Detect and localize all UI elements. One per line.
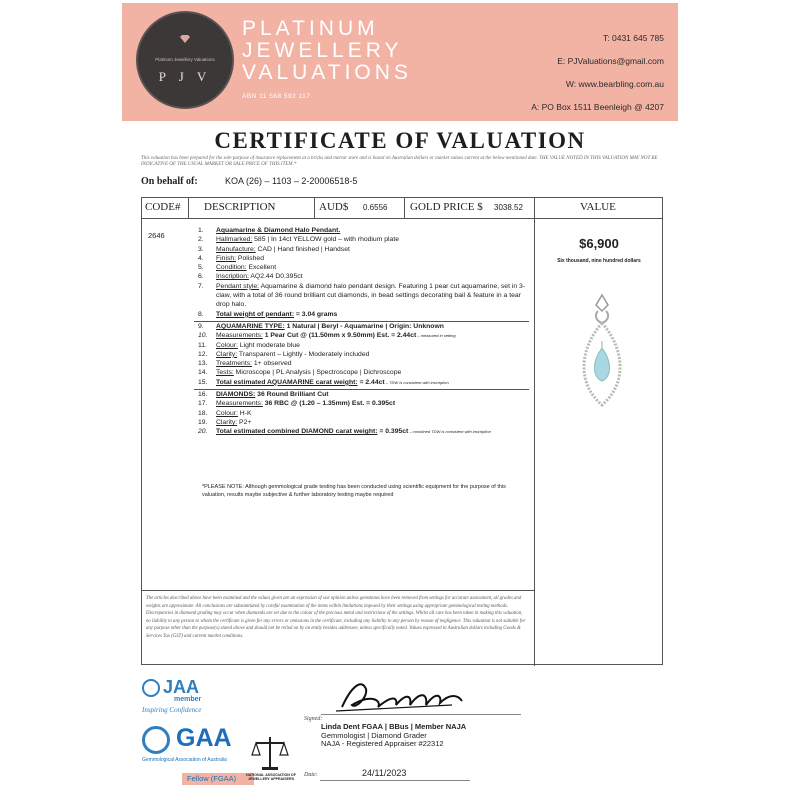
item-number: 9. <box>198 322 204 330</box>
letterhead <box>122 3 678 121</box>
item-value: AQ2.44 D0.395ct <box>248 273 303 281</box>
item-number: 16. <box>198 391 208 399</box>
divider <box>314 198 315 218</box>
item-number: 4. <box>198 254 204 262</box>
item-number: 14. <box>198 369 208 377</box>
list-item <box>198 399 533 408</box>
item-value: Polished <box>236 254 264 262</box>
item-value: Transparent – Lightly - Moderately included <box>237 350 370 358</box>
item-label: Total estimated combined DIAMOND carat weight: <box>216 428 378 436</box>
gold-price: 3038.52 <box>494 203 523 212</box>
item-text <box>216 341 533 350</box>
item-label: Clarity: <box>216 350 238 358</box>
brand-name <box>242 18 412 84</box>
contact-block <box>531 27 664 119</box>
item-value: Light moderate blue <box>237 341 300 349</box>
list-item <box>198 409 533 418</box>
pendant-illustration <box>572 293 632 413</box>
item-text <box>216 263 533 272</box>
list-item <box>198 245 533 254</box>
gaa-full-name: Gemmological Association of Australia <box>142 757 227 763</box>
list-item <box>198 322 533 331</box>
item-value: 1 Pear Cut @ (11.50mm x 9.50mm) Est. = 2.44ct <box>262 332 417 340</box>
item-value: Microscope | PL Analysis | Spectroscope | Dichroscope <box>233 369 402 377</box>
list-item <box>198 226 533 235</box>
list-item <box>198 341 533 350</box>
item-label: Manufacture: <box>216 245 256 253</box>
fellow-badge: Fellow (FGAA) <box>182 773 254 785</box>
valuation-date: 24/11/2023 <box>362 768 407 778</box>
item-text <box>216 282 533 310</box>
scales-icon <box>250 733 290 773</box>
item-text <box>216 359 533 368</box>
item-text <box>216 409 533 418</box>
col-gold-price: GOLD PRICE $ <box>410 201 483 213</box>
brand-line-3: VALUATIONS <box>242 61 412 84</box>
gaa-ring-icon <box>142 726 170 754</box>
signer-name: Linda Dent FGAA | BBus | Member NAJA <box>321 722 467 731</box>
list-item <box>198 359 533 368</box>
item-value: Aquamarine & diamond halo pendant design. Featuring 1 pear cut aquamarine, set in 3-claw, with a total of 36 round brilliant cut diamonds, in bead settings decorating bail & feature in a tear drop halo. <box>216 282 526 309</box>
item-text <box>216 322 533 331</box>
item-number: 1. <box>198 227 204 234</box>
item-number: 2. <box>198 236 204 244</box>
col-aud: AUD$ <box>319 201 349 213</box>
item-label: DIAMONDS: <box>216 391 256 399</box>
item-number: 19. <box>198 418 208 426</box>
item-label: AQUAMARINE TYPE: <box>216 322 285 330</box>
item-value: 36 RBC @ (1.20 – 1.35mm) Est. = 0.395ct <box>262 400 396 408</box>
item-label: Total estimated AQUAMARINE carat weight: <box>216 378 358 386</box>
table-header <box>142 198 662 219</box>
item-number: 17. <box>198 400 208 408</box>
item-value: 36 Round Brilliant Cut <box>255 391 329 399</box>
item-text <box>216 350 533 359</box>
item-number: 13. <box>198 360 208 368</box>
valuation-price-words: Six thousand, nine hundred dollars <box>557 258 641 264</box>
list-item <box>198 350 533 359</box>
signature-line <box>321 714 521 715</box>
signer-details <box>321 723 466 749</box>
item-text <box>216 235 533 244</box>
signed-label: Signed: <box>304 716 323 722</box>
item-code: 2646 <box>148 231 165 240</box>
item-text <box>216 245 533 254</box>
behalf-label: On behalf of: <box>141 176 198 187</box>
item-label: Condition: <box>216 264 247 272</box>
certificate-page <box>122 3 678 797</box>
item-label: Tests: <box>216 369 234 377</box>
brand-line-1: PLATINUM <box>242 17 379 40</box>
behalf-value: KOA (26) – 1103 – 2-20006518-5 <box>225 176 358 186</box>
divider <box>188 198 189 218</box>
aud-rate: 0.6556 <box>363 203 388 212</box>
item-details <box>198 226 533 437</box>
brand-line-2: JEWELLERY <box>242 39 403 62</box>
list-item <box>198 254 533 263</box>
item-value: 585 | In 14ct YELLOW gold – with rhodium plate <box>252 236 399 244</box>
phone: T: 0431 645 785 <box>603 33 664 43</box>
item-label: Inscription: <box>216 273 249 281</box>
item-value: = 0.395ct <box>377 428 409 436</box>
item-value: P2+ <box>237 418 252 426</box>
terms-and-conditions: The articles described above have been examined and the values given are an expression of our opinion unless gemstones have been removed from settings for accurate assessment, all grades and weights are approximate. All conclusions are substantiated by careful examination of the items within limitations imposed by their settings using appropriate gemmological testing methods. Discrepancies in diamond grading may occur when diamonds are set due to the colour of the precious metal and restrictions of the settings. Whilst all care has been taken in making this valuation, no liability to any person to whom the certificate is given for any errors or omissions in the certificate, including any liability to any person by reason of negligence. This valuation is not suitable for any purpose other than the purpose(s) stated above and should not be relied on by an entity besides addressee, unless specifically noted. Values expressed in Australian dollars including Goods & Services Tax (GST) and current market conditions. <box>146 596 526 639</box>
item-text <box>216 427 533 436</box>
item-label: Measurements: <box>216 332 263 340</box>
item-text <box>216 272 533 281</box>
item-number: 15. <box>198 378 208 386</box>
item-label: Colour: <box>216 341 238 349</box>
divider <box>404 198 405 218</box>
divider <box>142 590 534 591</box>
list-item <box>198 418 533 427</box>
website: W: www.bearbling.com.au <box>565 79 664 89</box>
item-value: = 2.44ct <box>357 378 385 386</box>
item-text <box>216 226 533 235</box>
jaa-tagline: Inspiring Confidence <box>142 706 202 714</box>
item-label: Colour: <box>216 409 238 417</box>
item-text <box>216 418 533 427</box>
item-text <box>216 331 533 340</box>
naja-label: NATIONAL ASSOCIATION OF JEWELLERY APPRAISERS <box>246 773 296 782</box>
col-description: DESCRIPTION <box>204 201 276 213</box>
item-label: Pendant style: <box>216 282 260 290</box>
item-value: 1 Natural | Beryl - Aquamarine | Origin: Unknown <box>284 322 444 330</box>
list-item <box>198 368 533 377</box>
email: E: PJValuations@gmail.com <box>557 56 664 66</box>
item-number: 7. <box>198 282 204 290</box>
jaa-ring-icon <box>142 679 160 697</box>
jaa-text: JAA <box>163 677 200 697</box>
item-text <box>216 368 533 377</box>
item-number: 10. <box>198 332 208 340</box>
testing-note: *PLEASE NOTE: Although gemmological grade testing has been conducted using scientific equipment for the purpose of this valuation, results maybe subjective & further laboratory testing maybe required <box>202 484 506 498</box>
item-remark: – combined TDW is consistent with inscription <box>408 429 491 435</box>
item-text <box>216 310 533 319</box>
item-remark: – TDW is consistent with inscription <box>384 379 449 385</box>
logo-monogram: P J V <box>158 69 212 84</box>
divider <box>534 198 535 666</box>
logo-small-text: Platinum Jewellery Valuations <box>155 57 215 62</box>
item-label: Measurements: <box>216 400 263 408</box>
item-label: Hallmarked: <box>216 236 253 244</box>
pjv-logo <box>136 11 234 109</box>
item-number: 11. <box>198 341 207 349</box>
item-label: Finish: <box>216 254 237 262</box>
item-number: 12. <box>198 350 208 358</box>
item-number: 6. <box>198 273 204 281</box>
item-number: 18. <box>198 409 208 417</box>
list-item <box>198 310 533 319</box>
item-text <box>216 254 533 263</box>
valuation-price: $6,900 <box>579 236 619 251</box>
item-value: H-K <box>237 409 252 417</box>
list-item <box>198 282 533 310</box>
valuation-table <box>141 197 663 665</box>
item-text <box>216 378 533 387</box>
list-item <box>198 235 533 244</box>
item-text <box>216 390 533 399</box>
list-item <box>198 272 533 281</box>
disclaimer: This valuation has been prepared for the sole purpose of insurance replacement at a bricks and mortar store and is based on Australian dollars or market values current at the below mentioned date. THE VALUE NOTED IN THIS VALUATION MAY NOT BE INDICATIVE OF THE USUAL MARKET OR SALE PRICE OF THIS ITEM.* <box>141 156 658 167</box>
item-label: Aquamarine & Diamond Halo Pendant. <box>216 227 341 234</box>
item-number: 5. <box>198 264 204 272</box>
signature-image <box>332 675 472 717</box>
item-remark: – measured in setting <box>416 333 456 339</box>
date-label: Date: <box>304 772 318 778</box>
col-code: CODE# <box>145 201 181 213</box>
signer-title: Gemmologist | Diamond Grader <box>321 730 427 740</box>
item-value: Excellent <box>246 264 277 272</box>
item-value: = 3.04 grams <box>294 310 338 318</box>
jaa-member: member <box>174 696 202 703</box>
item-value: CAD | Hand finished | Handset <box>255 245 350 253</box>
list-item <box>198 427 533 436</box>
list-item <box>198 378 533 387</box>
certificate-title: CERTIFICATE OF VALUATION <box>214 128 586 153</box>
item-label: Clarity: <box>216 418 238 426</box>
date-line <box>320 780 470 781</box>
col-value: VALUE <box>580 201 616 213</box>
list-item <box>198 263 533 272</box>
item-text <box>216 399 533 408</box>
item-number: 3. <box>198 245 204 253</box>
gaa-text: GAA <box>176 724 232 752</box>
list-item <box>198 390 533 399</box>
signer-registration: NAJA - Registered Appraiser #22312 <box>321 739 444 748</box>
item-value: 1+ observed <box>252 360 292 368</box>
item-number: 20. <box>198 428 208 436</box>
item-label: Treatments: <box>216 360 253 368</box>
item-label: Total weight of pendant: <box>216 310 295 318</box>
list-item <box>198 331 533 340</box>
abn-number: ABN 11 568 592 117 <box>242 93 311 100</box>
diamond-icon <box>179 35 191 43</box>
postal-address: A: PO Box 1511 Beenleigh @ 4207 <box>531 102 664 112</box>
item-number: 8. <box>198 310 204 318</box>
